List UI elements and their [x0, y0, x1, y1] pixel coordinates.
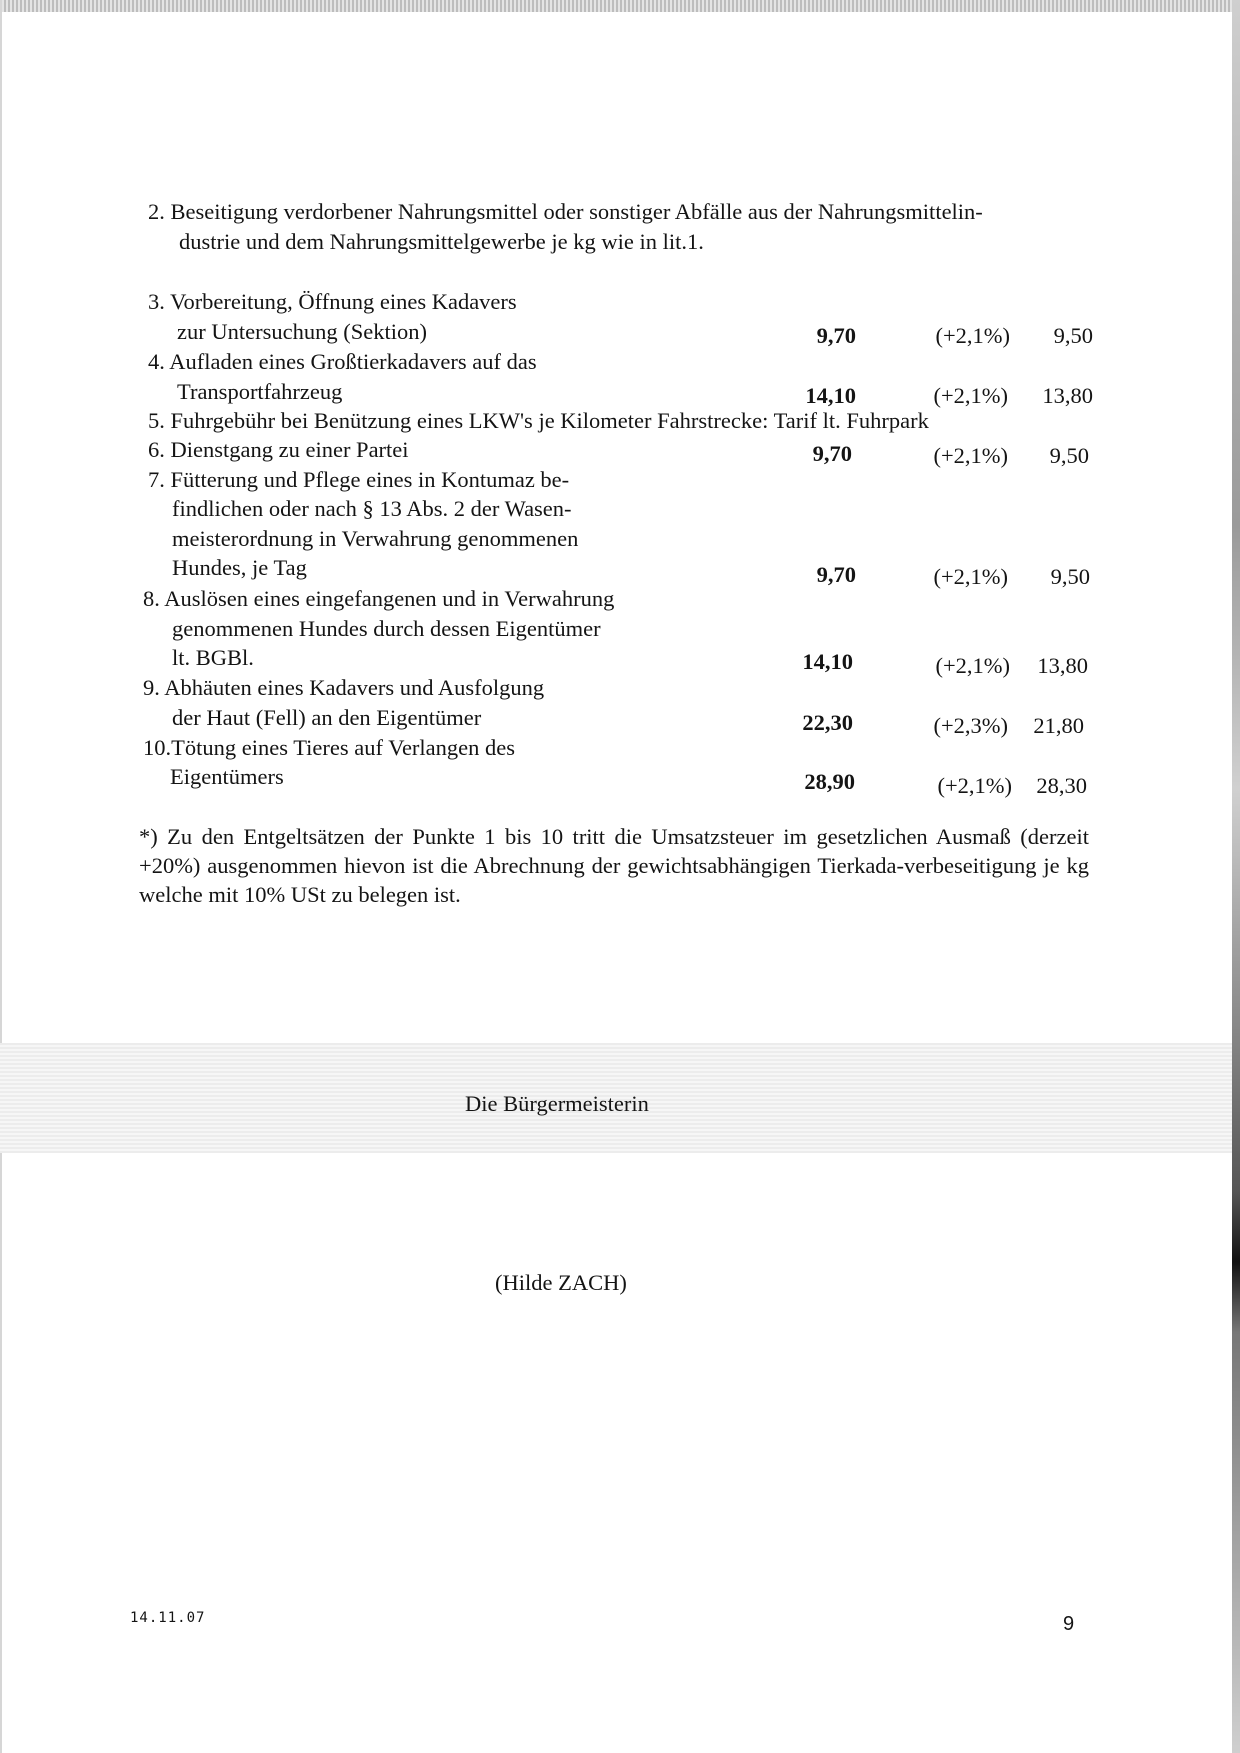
item-7-old-price: 9,50: [1050, 564, 1090, 589]
item-6-change: (+2,1%): [933, 443, 1008, 468]
item-6-line-1: 6. Dienstgang zu einer Partei: [148, 437, 409, 462]
item-8-price: 14,10: [802, 649, 853, 674]
item-3-old-price: 9,50: [1053, 323, 1093, 348]
item-7-line-2: findlichen oder nach § 13 Abs. 2 der Wasen-: [172, 496, 572, 521]
item-10-line-2: Eigentümers: [170, 764, 284, 789]
item-10-change: (+2,1%): [937, 773, 1012, 798]
footer-date: 14.11.07: [130, 1610, 206, 1626]
scan-right-edge: [1232, 0, 1240, 1753]
item-3-change: (+2,1%): [935, 323, 1010, 348]
item-2-line-2: dustrie und dem Nahrungsmittelgewerbe je kg wie in lit.1.: [179, 229, 704, 254]
item-10-old-price: 28,30: [1036, 773, 1087, 798]
item-7-change: (+2,1%): [933, 564, 1008, 589]
scan-left-edge: [0, 0, 2, 1753]
item-9-old-price: 21,80: [1033, 713, 1084, 738]
item-7-line-1: 7. Fütterung und Pflege eines in Kontumaz be-: [148, 467, 570, 492]
item-7-line-3: meisterordnung in Verwahrung genommenen: [172, 526, 579, 551]
item-7-price: 9,70: [816, 562, 856, 587]
item-5-line-1: 5. Fuhrgebühr bei Benützung eines LKW's je Kilometer Fahrstrecke: Tarif lt. Fuhrpark: [148, 408, 929, 433]
scan-top-edge: [0, 0, 1240, 12]
signature-name: (Hilde ZACH): [495, 1270, 627, 1295]
item-4-old-price: 13,80: [1042, 383, 1093, 408]
item-7-line-4: Hundes, je Tag: [172, 555, 307, 580]
item-6-price: 9,70: [812, 441, 852, 466]
signature-role: Die Bürgermeisterin: [465, 1091, 649, 1116]
page-number: 9: [1063, 1613, 1075, 1635]
item-4-change: (+2,1%): [933, 383, 1008, 408]
item-3-line-1: 3. Vorbereitung, Öffnung eines Kadavers: [148, 289, 517, 314]
item-9-price: 22,30: [802, 710, 853, 735]
item-9-line-1: 9. Abhäuten eines Kadavers und Ausfolgung: [143, 675, 545, 700]
item-6-old-price: 9,50: [1049, 443, 1089, 468]
item-9-line-2: der Haut (Fell) an den Eigentümer: [172, 705, 482, 730]
item-8-old-price: 13,80: [1037, 653, 1088, 678]
item-3-price: 9,70: [816, 323, 856, 348]
item-9-change: (+2,3%): [933, 713, 1008, 738]
item-4-line-2: Transportfahrzeug: [177, 379, 343, 404]
item-2-line-1: 2. Beseitigung verdorbener Nahrungsmittel oder sonstiger Abfälle aus der Nahrungsmittelin-: [148, 199, 983, 224]
item-8-line-1: 8. Auslösen eines eingefangenen und in Verwahrung: [143, 586, 615, 611]
item-10-price: 28,90: [804, 769, 855, 794]
item-10-line-1: 10.Tötung eines Tieres auf Verlangen des: [143, 735, 516, 760]
item-3-line-2: zur Untersuchung (Sektion): [177, 319, 427, 344]
item-8-line-3: lt. BGBl.: [172, 645, 254, 670]
item-8-change: (+2,1%): [935, 653, 1010, 678]
item-4-price: 14,10: [805, 383, 856, 408]
footnote: *) Zu den Entgeltsätzen der Punkte 1 bis 10 tritt die Umsatzsteuer im gesetzlichen Ausmaß (derzeit +20%) ausgenommen hievon ist die Abrechnung der gewichtsabhängigen Tierkada-verbeseitigung je kg welche mit 10% USt zu belegen ist.: [139, 824, 1089, 907]
item-4-line-1: 4. Aufladen eines Großtierkadavers auf das: [148, 349, 537, 374]
item-8-line-2: genommenen Hundes durch dessen Eigentümer: [172, 616, 601, 641]
